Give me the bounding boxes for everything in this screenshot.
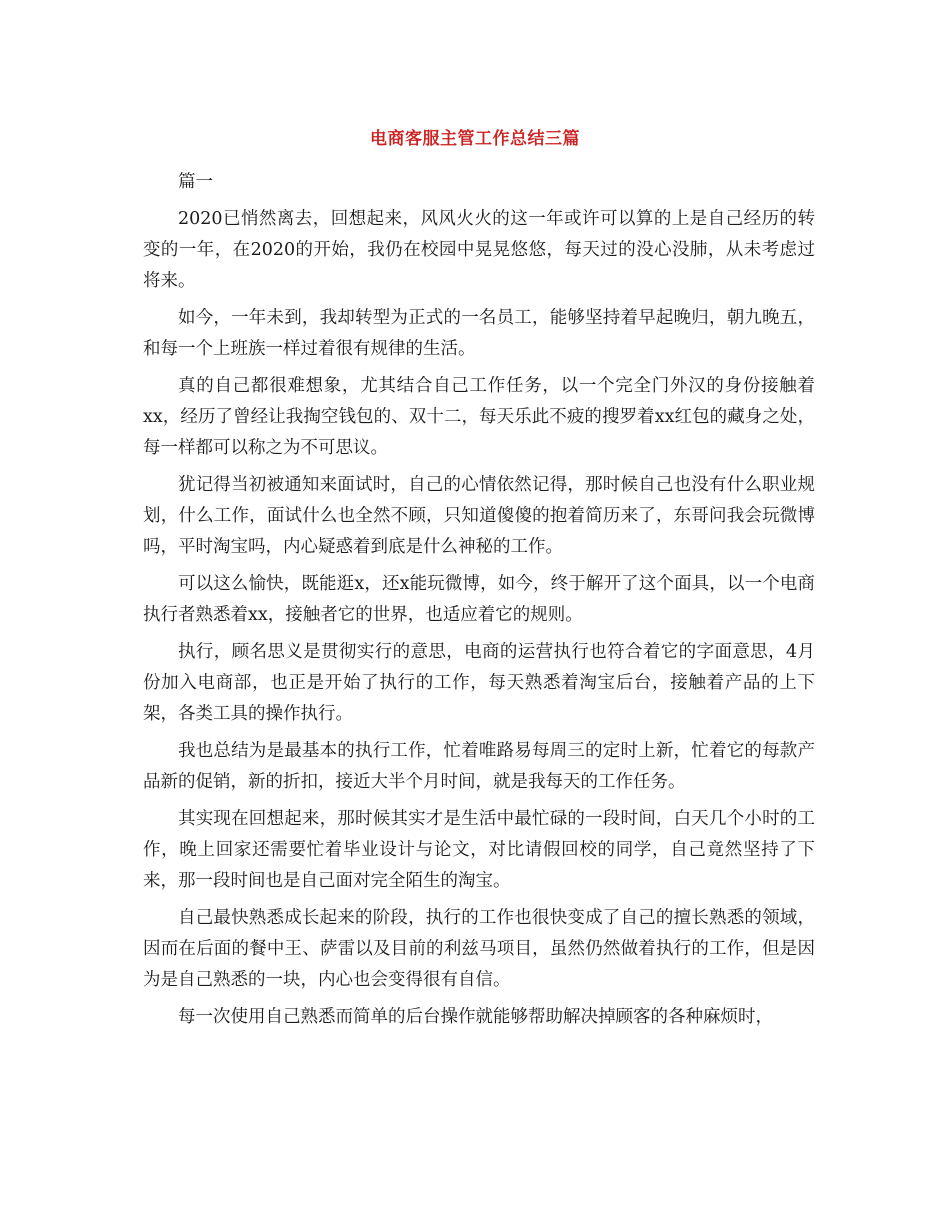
paragraph: 如今，一年未到，我却转型为正式的一名员工，能够坚持着早起晚归，朝九晚五，和每一个上班族一样过着很有规律的生活。 [143,308,815,359]
paragraph: 其实现在回想起来，那时候其实才是生活中最忙碌的一段时间，白天几个小时的工作，晚上回家还需要忙着毕业设计与论文，对比请假回校的同学，自己竟然坚持了下来，那一段时间也是自己面对完全陌生的淘宝。 [143,809,815,891]
paragraph: 我也总结为是最基本的执行工作，忙着唯路易每周三的定时上新，忙着它的每款产品新的促销，新的折扣，接近大半个月时间，就是我每天的工作任务。 [143,741,815,792]
section-heading: 篇一 [178,172,213,192]
paragraph: 犹记得当初被通知来面试时，自己的心情依然记得，那时候自己也没有什么职业规划，什么工作，面试什么也全然不顾，只知道傻傻的抱着简历来了，东哥问我会玩微博吗，平时淘宝吗，内心疑惑着到底是什么神秘的工作。 [143,475,815,557]
document-title: 电商客服主管工作总结三篇 [370,129,580,149]
paragraph: 每一次使用自己熟悉而简单的后台操作就能够帮助解决掉顾客的各种麻烦时， [178,1007,773,1027]
paragraph: 执行，顾名思义是贯彻实行的意思，电商的运营执行也符合着它的字面意思，4月份加入电商部，也正是开始了执行的工作，每天熟悉着淘宝后台，接触着产品的上下架，各类工具的操作执行。 [143,642,815,724]
document-body [143,167,815,1039]
paragraph: 可以这么愉快，既能逛x，还x能玩微博，如今，终于解开了这个面具，以一个电商执行者熟悉着xx，接触者它的世界，也适应着它的规则。 [143,574,815,625]
paragraph: 自己最快熟悉成长起来的阶段，执行的工作也很快变成了自己的擅长熟悉的领域，因而在后面的餐中王、萨雷以及目前的利兹马项目，虽然仍然做着执行的工作，但是因为是自己熟悉的一块，内心也会变得很有自信。 [143,908,815,990]
paragraph: 真的自己都很难想象，尤其结合自己工作任务，以一个完全门外汉的身份接触着xx，经历了曾经让我掏空钱包的、双十二，每天乐此不疲的搜罗着xx红包的藏身之处，每一样都可以称之为不可思议。 [143,376,815,458]
paragraph: 2020已悄然离去，回想起来，风风火火的这一年或许可以算的上是自己经历的转变的一年，在2020的开始，我仍在校园中晃晃悠悠，每天过的没心没肺，从未考虑过将来。 [143,209,815,291]
